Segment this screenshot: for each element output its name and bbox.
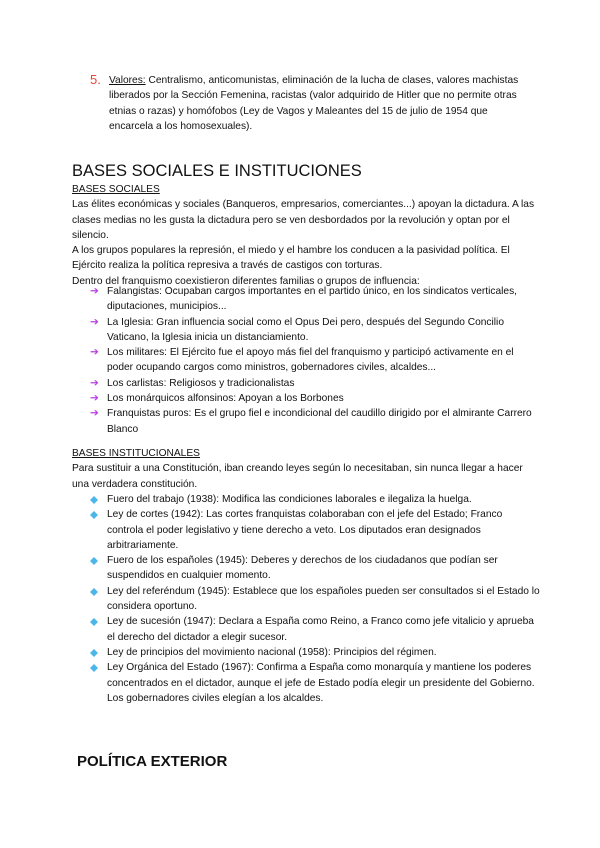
diamond-bullet-icon <box>90 511 98 519</box>
list-item: Ley del referéndum (1945): Establece que los españoles pueden ser consultados si el Estado lo considera oportuno. <box>90 584 540 615</box>
diamond-bullet-icon <box>90 664 98 672</box>
paragraph: Dentro del franquismo coexistieron diferentes familias o grupos de influencia: <box>72 275 420 287</box>
right-arrow-icon: ➔ <box>90 392 99 405</box>
families-list <box>90 284 540 437</box>
right-arrow-icon: ➔ <box>90 376 99 389</box>
list-item: ➔ Los carlistas: Religiosos y tradicionalistas <box>90 376 540 391</box>
right-arrow-icon: ➔ <box>90 407 99 420</box>
list-item: Ley de sucesión (1947): Declara a España como Reino, a Franco como jefe vitalicio y aprueba el derecho del dictador a elegir sucesor. <box>90 614 540 645</box>
list-item: Fuero de los españoles (1945): Deberes y derechos de los ciudadanos que podían ser suspendidos en cualquier momento. <box>90 553 540 584</box>
paragraph: Para sustituir a una Constitución, iban creando leyes según lo necesitaban, sin nunca llegar a hacer una verdadera constitución. <box>72 463 523 490</box>
institutional-block <box>72 446 542 492</box>
list-item: ➔ La Iglesia: Gran influencia social como el Opus Dei pero, después del Segundo Concilio Vaticano, la Iglesia inicia un distanciamiento. <box>90 315 504 343</box>
list-item: Ley de principios del movimiento nacional (1958): Principios del régimen. <box>90 645 540 660</box>
paragraph: A los grupos populares la represión, el miedo y el hambre los conducen a la pasividad política. El Ejército realiza la política represiva a través de castigos con torturas. <box>72 245 510 272</box>
section-title-bases: BASES SOCIALES E INSTITUCIONES <box>72 162 362 180</box>
laws-list <box>90 492 540 706</box>
diamond-bullet-icon <box>90 496 98 504</box>
item-body <box>109 73 529 134</box>
list-item: ➔ Franquistas puros: Es el grupo fiel e incondicional del caudillo dirigido por el almirante Carrero Blanco <box>90 407 532 435</box>
list-item: Ley de cortes (1942): Las cortes franquistas colaboraban con el jefe del Estado; Franco controla el poder legislativo y tiene derecho a veto. Los diputados eran designados arbitrariamente. <box>90 507 540 553</box>
diamond-bullet-icon <box>90 618 98 626</box>
diamond-bullet-icon <box>90 557 98 565</box>
diamond-bullet-icon <box>90 649 98 657</box>
list-item: Fuero del trabajo (1938): Modifica las condiciones laborales e ilegaliza la huelga. <box>90 492 540 507</box>
paragraph: Las élites económicas y sociales (Banqueros, empresarios, comerciantes...) apoyan la dictadura. A las clases medias no les gusta la dictadura pero se ven desbordados por la revolución y optan por el silencio. <box>72 199 535 241</box>
list-item: Ley Orgánica del Estado (1967): Confirma a España como monarquía y mantiene los poderes concentrados en el dictador, aunque el jefe de Estado podía elegir un presidente del Gobierno. Los gobernadores civiles elegían a los alcaldes. <box>90 660 540 706</box>
item-label: Valores: <box>109 75 146 86</box>
right-arrow-icon: ➔ <box>90 346 99 359</box>
right-arrow-icon: ➔ <box>90 315 99 328</box>
item-text: Centralismo, anticomunistas, eliminación de la lucha de clases, valores machistas liberados por la Sección Femenina, racistas (valor adquirido de Hitler que no permite otras etnias o razas) y homófobos (Ley de Vagos y Maleantes del 15 de julio de 1954 que encarcela a los homosexuales). <box>109 75 519 132</box>
social-block <box>72 182 542 289</box>
section-title-politica: POLÍTICA EXTERIOR <box>77 753 228 770</box>
list-item: ➔ Los monárquicos alfonsinos: Apoyan a los Borbones <box>90 391 540 406</box>
item-number: 5. <box>90 72 101 87</box>
subheading-institutional: BASES INSTITUCIONALES <box>72 448 200 459</box>
diamond-bullet-icon <box>90 588 98 596</box>
subheading-social: BASES SOCIALES <box>72 184 160 195</box>
list-item: ➔ Falangistas: Ocupaban cargos importantes en el partido único, en los sindicatos verticales, diputaciones, municipios... <box>90 285 517 313</box>
list-item: ➔ Los militares: El Ejército fue el apoyo más fiel del franquismo y participó activamente en el poder ocupando cargos como ministros, gobernadores civiles, alcaldes... <box>90 346 514 374</box>
right-arrow-icon: ➔ <box>90 285 99 297</box>
